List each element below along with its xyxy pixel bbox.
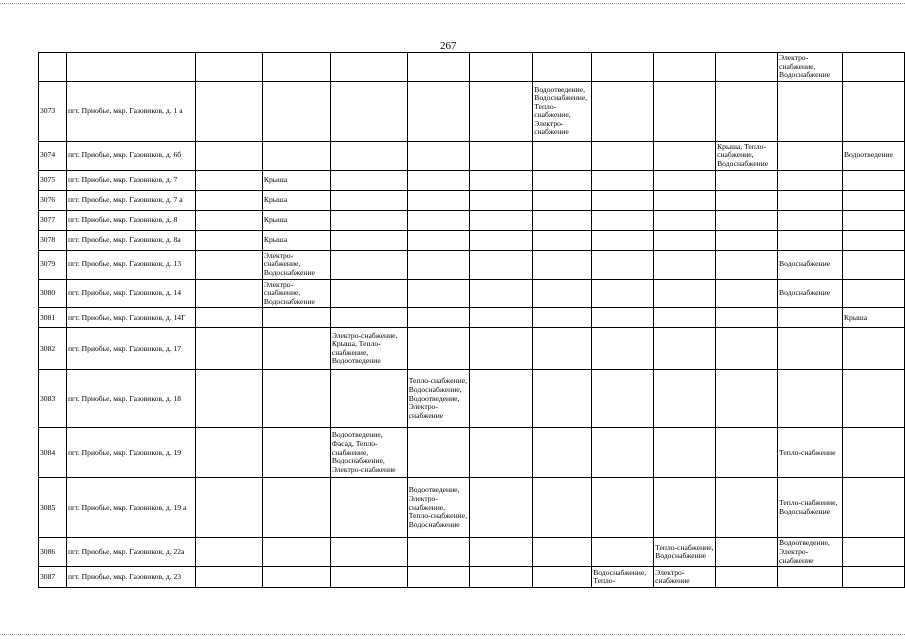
- work-type-cell: [778, 567, 843, 588]
- row-number: [39, 53, 67, 82]
- work-type-cell: [262, 538, 330, 567]
- work-type-cell: [407, 53, 469, 82]
- work-type-cell: [262, 328, 330, 370]
- work-type-cell: [654, 328, 716, 370]
- work-type-cell: [330, 370, 407, 428]
- work-type-cell: [778, 210, 843, 230]
- work-type-cell: [654, 230, 716, 250]
- work-type-cell: [716, 478, 778, 538]
- work-type-cell: [533, 328, 592, 370]
- work-type-cell: [654, 279, 716, 308]
- work-type-cell: Тепло-снабжение, Водоснабжение, Водоотведение, Электро-снабжение: [407, 370, 469, 428]
- work-type-cell: [842, 370, 904, 428]
- work-type-cell: [654, 141, 716, 170]
- work-type-cell: [716, 370, 778, 428]
- scan-edge-bottom: [0, 634, 905, 635]
- work-type-cell: Водоснабжение, Тепло-: [592, 567, 654, 588]
- work-type-cell: [592, 210, 654, 230]
- work-type-cell: [469, 538, 533, 567]
- work-type-cell: [469, 210, 533, 230]
- work-type-cell: [196, 428, 263, 478]
- work-type-cell: [196, 328, 263, 370]
- work-type-cell: [592, 428, 654, 478]
- work-type-cell: [842, 53, 904, 82]
- work-type-cell: [196, 370, 263, 428]
- address-cell: пгт. Приобье, мкр. Газовиков, д. 18: [66, 370, 195, 428]
- address-cell: пгт. Приобье, мкр. Газовиков, д. 8а: [66, 230, 195, 250]
- table-row: [39, 279, 905, 308]
- row-number: 3082: [39, 328, 67, 370]
- work-type-cell: [654, 370, 716, 428]
- row-number: 3083: [39, 370, 67, 428]
- work-type-cell: [407, 170, 469, 190]
- table-row: [39, 190, 905, 210]
- work-type-cell: [592, 250, 654, 279]
- work-type-cell: [407, 230, 469, 250]
- work-type-cell: [262, 567, 330, 588]
- work-type-cell: [842, 538, 904, 567]
- work-type-cell: [592, 141, 654, 170]
- row-number: 3076: [39, 190, 67, 210]
- address-cell: пгт. Приобье, мкр. Газовиков, д. 22а: [66, 538, 195, 567]
- work-type-cell: [716, 190, 778, 210]
- work-type-cell: [196, 538, 263, 567]
- address-cell: пгт. Приобье, мкр. Газовиков, д. 19: [66, 428, 195, 478]
- work-type-cell: [842, 428, 904, 478]
- work-type-cell: [592, 328, 654, 370]
- address-cell: пгт. Приобье, мкр. Газовиков, д. 1 а: [66, 81, 195, 141]
- work-type-cell: [330, 210, 407, 230]
- row-number: 3086: [39, 538, 67, 567]
- work-type-cell: [196, 81, 263, 141]
- work-type-cell: [533, 538, 592, 567]
- work-type-cell: [196, 53, 263, 82]
- row-number: 3075: [39, 170, 67, 190]
- work-type-cell: [716, 230, 778, 250]
- work-type-cell: [654, 428, 716, 478]
- work-type-cell: [592, 170, 654, 190]
- work-type-cell: [469, 478, 533, 538]
- work-type-cell: Водоснабжение: [778, 279, 843, 308]
- row-number: 3085: [39, 478, 67, 538]
- work-type-cell: [196, 170, 263, 190]
- work-type-cell: Водоотведение, Фасад, Тепло-снабжение, Водоснабжение, Электро-снабжение: [330, 428, 407, 478]
- work-type-cell: [469, 428, 533, 478]
- work-type-cell: [654, 210, 716, 230]
- work-type-cell: [533, 141, 592, 170]
- work-type-cell: [533, 478, 592, 538]
- work-type-cell: [716, 279, 778, 308]
- work-type-cell: [196, 279, 263, 308]
- page-number: 267: [440, 40, 457, 52]
- row-number: 3087: [39, 567, 67, 588]
- table-body: [39, 53, 905, 588]
- work-type-cell: Крыша: [262, 210, 330, 230]
- address-cell: пгт. Приобье, мкр. Газовиков, д. 13: [66, 250, 195, 279]
- work-type-cell: Тепло-снабжение, Водоснабжение: [778, 478, 843, 538]
- work-type-cell: [592, 478, 654, 538]
- work-type-cell: [330, 81, 407, 141]
- work-type-cell: [196, 230, 263, 250]
- work-type-cell: [716, 567, 778, 588]
- work-type-cell: [330, 279, 407, 308]
- address-cell: пгт. Приобье, мкр. Газовиков, д. 23: [66, 567, 195, 588]
- work-type-cell: [716, 328, 778, 370]
- work-type-cell: [592, 230, 654, 250]
- work-type-cell: [330, 230, 407, 250]
- work-type-cell: [592, 53, 654, 82]
- work-type-cell: Электро-снабжение, Крыша, Тепло-снабжение, Водоотведение: [330, 328, 407, 370]
- work-type-cell: [842, 250, 904, 279]
- work-type-cell: [778, 190, 843, 210]
- work-type-cell: [330, 141, 407, 170]
- table-row: [39, 428, 905, 478]
- table-row: [39, 478, 905, 538]
- work-type-cell: [407, 428, 469, 478]
- work-type-cell: [654, 250, 716, 279]
- row-number: 3073: [39, 81, 67, 141]
- work-type-cell: [196, 210, 263, 230]
- work-type-cell: [407, 190, 469, 210]
- work-type-cell: [407, 250, 469, 279]
- work-type-cell: [330, 308, 407, 328]
- work-type-cell: [469, 250, 533, 279]
- table-row: [39, 141, 905, 170]
- work-type-cell: Водоотведение, Электро-снабжение: [778, 538, 843, 567]
- table-row: [39, 81, 905, 141]
- work-type-cell: [262, 478, 330, 538]
- work-type-cell: [469, 190, 533, 210]
- work-type-cell: [196, 141, 263, 170]
- work-type-cell: [262, 370, 330, 428]
- row-number: 3074: [39, 141, 67, 170]
- work-type-cell: [842, 230, 904, 250]
- row-number: 3080: [39, 279, 67, 308]
- work-type-cell: Крыша: [262, 170, 330, 190]
- work-type-cell: [842, 170, 904, 190]
- row-number: 3081: [39, 308, 67, 328]
- work-type-cell: [407, 279, 469, 308]
- work-type-cell: Электро-снабжение, Водоснабжение: [262, 279, 330, 308]
- work-type-cell: [469, 308, 533, 328]
- table-row: [39, 53, 905, 82]
- work-type-cell: [196, 478, 263, 538]
- work-type-cell: [196, 190, 263, 210]
- work-type-cell: [716, 250, 778, 279]
- work-type-cell: [407, 141, 469, 170]
- work-type-cell: [330, 170, 407, 190]
- work-type-cell: [262, 308, 330, 328]
- work-type-cell: [407, 538, 469, 567]
- work-type-cell: Водоснабжение: [778, 250, 843, 279]
- work-type-cell: [592, 308, 654, 328]
- work-type-cell: [592, 81, 654, 141]
- work-type-cell: [330, 567, 407, 588]
- work-type-cell: [533, 210, 592, 230]
- work-type-cell: [533, 53, 592, 82]
- work-type-cell: [842, 279, 904, 308]
- table-row: [39, 170, 905, 190]
- work-type-cell: [407, 328, 469, 370]
- address-cell: пгт. Приобье, мкр. Газовиков, д. 8: [66, 210, 195, 230]
- work-type-cell: [469, 53, 533, 82]
- work-type-cell: [533, 250, 592, 279]
- scan-edge-top: [0, 3, 905, 4]
- table-row: [39, 370, 905, 428]
- work-type-cell: [533, 567, 592, 588]
- work-type-cell: [196, 250, 263, 279]
- table-row: [39, 328, 905, 370]
- work-type-cell: [842, 328, 904, 370]
- address-cell: пгт. Приобье, мкр. Газовиков, д. 17: [66, 328, 195, 370]
- work-type-cell: [533, 308, 592, 328]
- work-type-cell: [533, 190, 592, 210]
- work-type-cell: [842, 81, 904, 141]
- work-type-cell: [196, 567, 263, 588]
- work-type-cell: [592, 538, 654, 567]
- work-type-cell: [654, 190, 716, 210]
- table-row: [39, 250, 905, 279]
- address-cell: пгт. Приобье, мкр. Газовиков, д. 14Г: [66, 308, 195, 328]
- work-type-cell: [778, 370, 843, 428]
- row-number: 3077: [39, 210, 67, 230]
- work-type-cell: [262, 81, 330, 141]
- work-type-cell: [533, 428, 592, 478]
- table-row: [39, 230, 905, 250]
- work-type-cell: [407, 308, 469, 328]
- work-type-cell: [262, 428, 330, 478]
- work-type-cell: Электро-снабжение, Водоснабжение: [262, 250, 330, 279]
- work-type-cell: [842, 210, 904, 230]
- work-type-cell: [469, 328, 533, 370]
- work-type-cell: [330, 538, 407, 567]
- work-type-cell: [469, 141, 533, 170]
- work-type-cell: [469, 567, 533, 588]
- work-type-cell: [716, 308, 778, 328]
- work-type-cell: [778, 81, 843, 141]
- work-type-cell: [330, 190, 407, 210]
- table-row: [39, 538, 905, 567]
- work-type-cell: [330, 478, 407, 538]
- work-type-cell: Крыша: [262, 190, 330, 210]
- work-type-cell: Водоотведение, Водоснабжение, Тепло-снабжение, Электро-снабжение: [533, 81, 592, 141]
- work-type-cell: [592, 370, 654, 428]
- work-type-cell: Электро-снабжение: [654, 567, 716, 588]
- work-type-cell: [654, 308, 716, 328]
- work-type-cell: [469, 279, 533, 308]
- address-cell: пгт. Приобье, мкр. Газовиков, д. 6б: [66, 141, 195, 170]
- work-type-cell: [716, 538, 778, 567]
- work-type-cell: [592, 190, 654, 210]
- work-type-cell: Крыша: [842, 308, 904, 328]
- work-type-cell: [407, 210, 469, 230]
- work-type-cell: Тепло-снабжение: [778, 428, 843, 478]
- work-type-cell: [842, 478, 904, 538]
- work-type-cell: Крыша: [262, 230, 330, 250]
- work-type-cell: [592, 279, 654, 308]
- work-type-cell: [407, 567, 469, 588]
- address-cell: пгт. Приобье, мкр. Газовиков, д. 7: [66, 170, 195, 190]
- work-type-cell: [262, 53, 330, 82]
- work-type-cell: [716, 210, 778, 230]
- work-type-cell: [330, 250, 407, 279]
- address-cell: пгт. Приобье, мкр. Газовиков, д. 14: [66, 279, 195, 308]
- work-type-cell: [533, 230, 592, 250]
- address-cell: пгт. Приобье, мкр. Газовиков, д. 7 а: [66, 190, 195, 210]
- work-type-cell: [654, 53, 716, 82]
- work-type-cell: [469, 230, 533, 250]
- work-type-cell: Тепло-снабжение, Водоснабжение: [654, 538, 716, 567]
- row-number: 3079: [39, 250, 67, 279]
- address-cell: [66, 53, 195, 82]
- work-type-cell: [196, 308, 263, 328]
- work-type-cell: [778, 230, 843, 250]
- work-type-cell: [330, 53, 407, 82]
- work-type-cell: [716, 428, 778, 478]
- work-type-cell: [842, 567, 904, 588]
- work-type-cell: [533, 170, 592, 190]
- row-number: 3084: [39, 428, 67, 478]
- work-type-cell: Водоотведение: [842, 141, 904, 170]
- work-type-cell: [469, 370, 533, 428]
- table-row: [39, 210, 905, 230]
- work-type-cell: [654, 81, 716, 141]
- work-type-cell: [778, 308, 843, 328]
- row-number: 3078: [39, 230, 67, 250]
- work-type-cell: [716, 81, 778, 141]
- repair-schedule-table: [38, 52, 905, 588]
- work-type-cell: [778, 170, 843, 190]
- table-row: [39, 308, 905, 328]
- work-type-cell: [469, 81, 533, 141]
- work-type-cell: [778, 141, 843, 170]
- work-type-cell: [469, 170, 533, 190]
- work-type-cell: [842, 190, 904, 210]
- work-type-cell: Электро-снабжение, Водоснабжение: [778, 53, 843, 82]
- work-type-cell: [778, 328, 843, 370]
- work-type-cell: [654, 478, 716, 538]
- work-type-cell: [716, 170, 778, 190]
- work-type-cell: [533, 279, 592, 308]
- work-type-cell: [716, 53, 778, 82]
- work-type-cell: Крыша, Тепло-снабжение, Водоснабжение: [716, 141, 778, 170]
- work-type-cell: [533, 370, 592, 428]
- work-type-cell: Водоотведение, Электро-снабжение, Тепло-снабжение, Водоснабжение: [407, 478, 469, 538]
- address-cell: пгт. Приобье, мкр. Газовиков, д. 19 а: [66, 478, 195, 538]
- table-row: [39, 567, 905, 588]
- work-type-cell: [262, 141, 330, 170]
- work-type-cell: [407, 81, 469, 141]
- work-type-cell: [654, 170, 716, 190]
